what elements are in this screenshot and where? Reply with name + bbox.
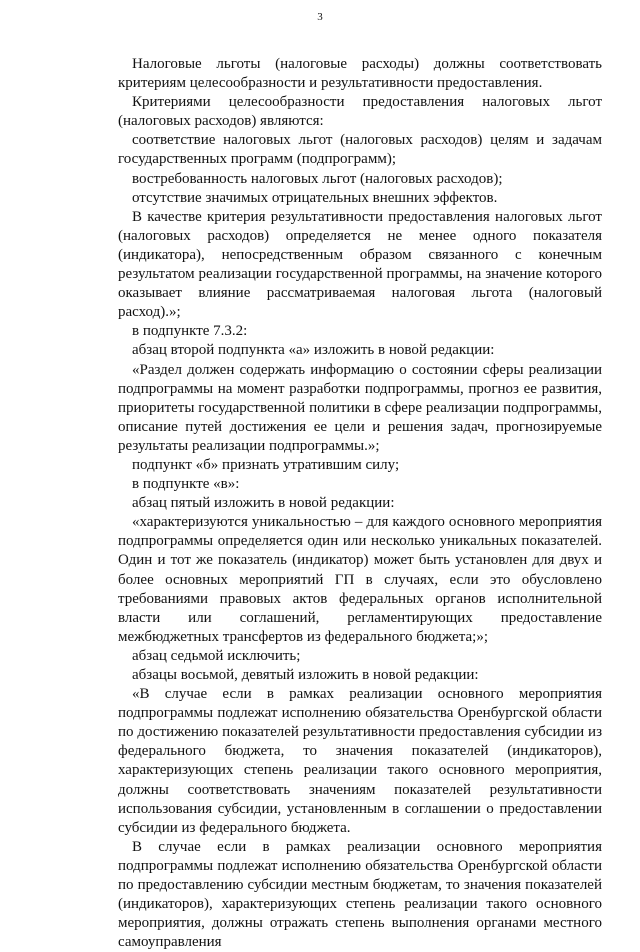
page-number: 3 — [317, 11, 323, 23]
paragraph: В случае если в рамках реализации основного мероприятия подпрограммы подлежат исполнению обязательства Оренбургской области по предоставлению субсидии местным бюджетам, то значения показателей (индикаторов), характеризующих степень реализации такого основного мероприятия, должны отражать степень выполнения органами местного самоуправления — [118, 838, 602, 951]
paragraph: абзац седьмой исключить; — [132, 647, 301, 664]
paragraph: в подпункте 7.3.2: — [132, 323, 248, 340]
paragraph: В качестве критерия результативности предоставления налоговых льгот (налоговых расходов) определяется не менее одного показателя (индикатора), непосредственным образом связанного с конечным результатом реализации государственной программы, на значение которого оказывает влияние рассматриваемая налоговая льгота (налоговый расход).»; — [118, 208, 602, 321]
document-body — [118, 55, 602, 952]
paragraph: «характеризуются уникальностью – для каждого основного мероприятия подпрограммы определяется один или несколько уникальных показателей. Один и тот же показатель (индикатор) может быть установлен для двух и более основных мероприятий ГП в случаях, если это обусловлено требованиями правовых актов федеральных органов исполнительной власти или соглашений, регламентирующих предоставление межбюджетных трансфертов из федерального бюджета;»; — [118, 514, 602, 645]
paragraph: абзац пятый изложить в новой редакции: — [132, 495, 395, 512]
paragraph: востребованность налоговых льгот (налоговых расходов); — [132, 170, 503, 187]
paragraph: «В случае если в рамках реализации основного мероприятия подпрограммы подлежат исполнению обязательства Оренбургской области по достижению показателей результативности предоставления субсидии из федерального бюджета, то значения показателей (индикаторов), характеризующих степень реализации такого основного мероприятия, должны соответствовать значениям показателей результативности использования субсидии, установленным в соглашении о предоставлении субсидии из федерального бюджета. — [118, 686, 602, 836]
paragraph: Налоговые льготы (налоговые расходы) должны соответствовать критериям целесообразности и результативности предоставления. — [118, 56, 602, 92]
paragraph: «Раздел должен содержать информацию о состоянии сферы реализации подпрограммы на момент разработки подпрограммы, прогноз ее развития, приоритеты государственной политики в сфере реализации подпрограммы, описание путей достижения ее цели и решения задач, прогнозируемые результаты реализации подпрограммы.»; — [118, 361, 602, 454]
paragraph: соответствие налоговых льгот (налоговых расходов) целям и задачам государственных программ (подпрограмм); — [118, 132, 602, 168]
paragraph: подпункт «б» признать утратившим силу; — [132, 456, 400, 473]
paragraph: отсутствие значимых отрицательных внешних эффектов. — [132, 189, 498, 206]
paragraph: абзац второй подпункта «а» изложить в новой редакции: — [132, 342, 495, 359]
paragraph: абзацы восьмой, девятый изложить в новой редакции: — [132, 667, 479, 683]
paragraph: в подпункте «в»: — [132, 476, 240, 493]
paragraph: Критериями целесообразности предоставления налоговых льгот (налоговых расходов) являются: — [118, 94, 602, 130]
